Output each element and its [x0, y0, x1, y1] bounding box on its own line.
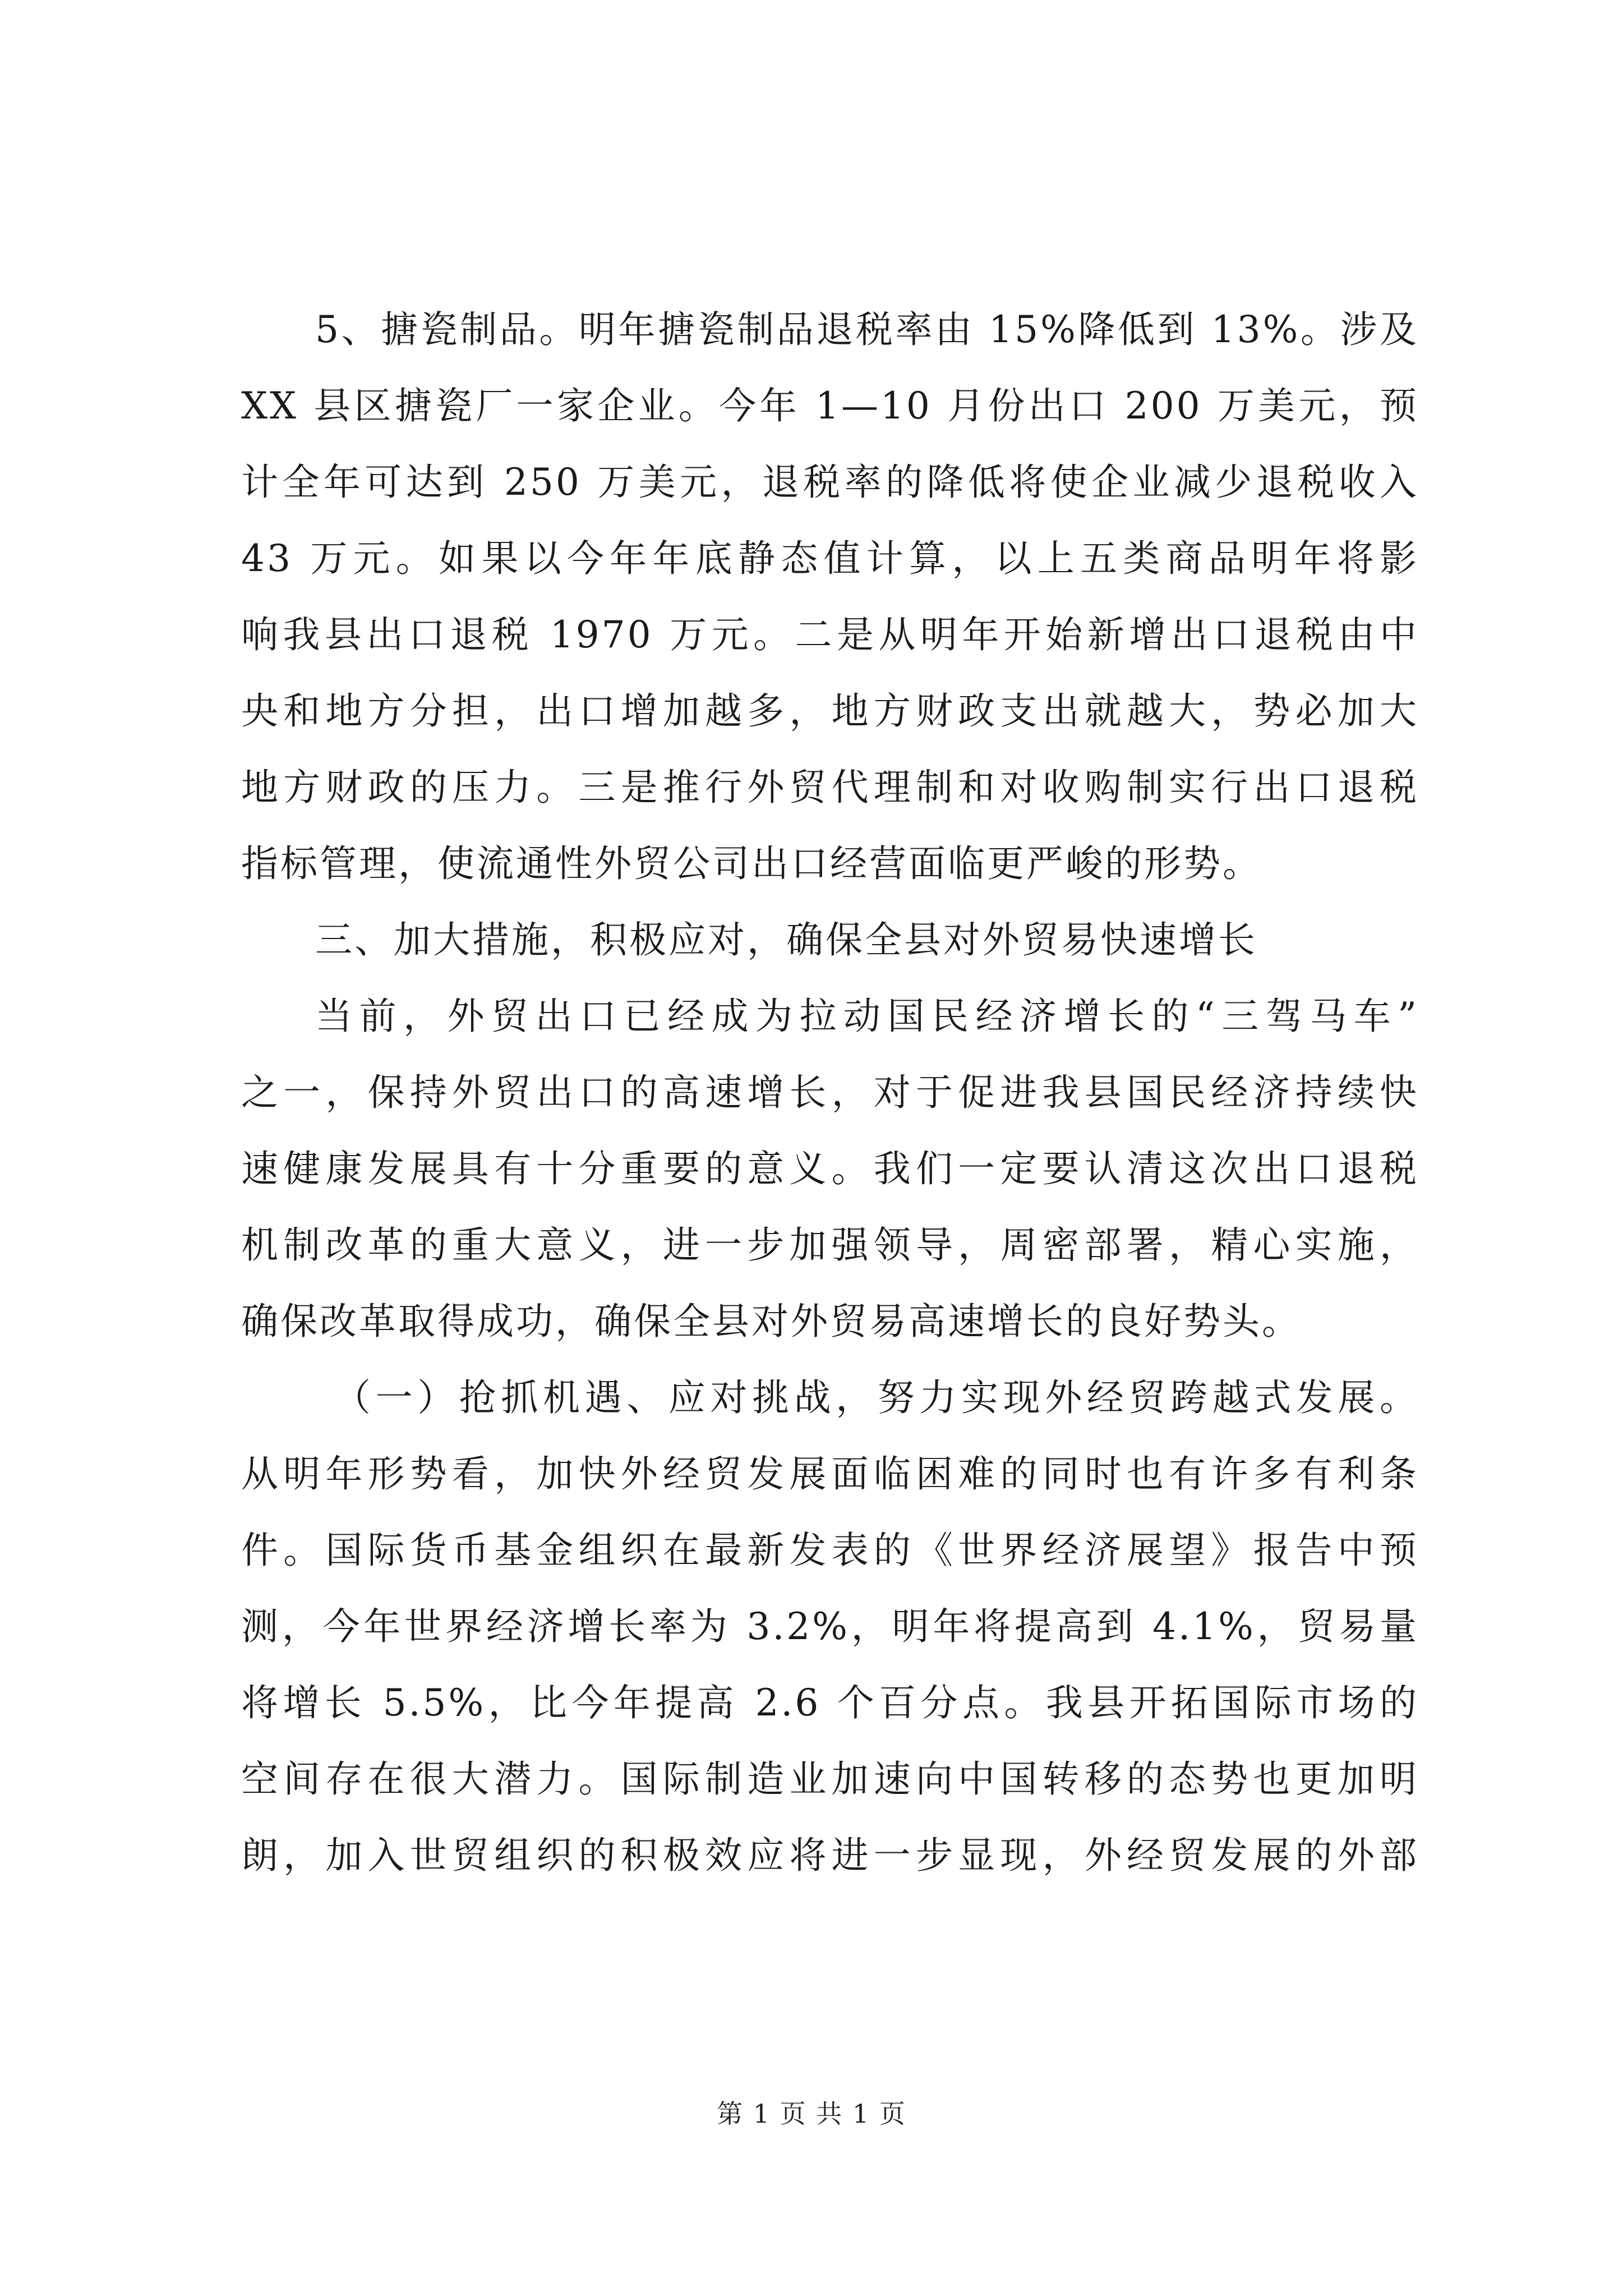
text-line: 5、搪瓷制品。明年搪瓷制品退税率由 15%降低到 13%。涉及 [315, 308, 1419, 351]
text-line: 央和地方分担，出口增加越多，地方财政支出就越大，势必加大 [241, 689, 1419, 733]
text-line: 机制改革的重大意义，进一步加强领导，周密部署，精心实施， [241, 1223, 1419, 1267]
text-line: 速健康发展具有十分重要的意义。我们一定要认清这次出口退税 [241, 1147, 1419, 1190]
document-body [241, 292, 1419, 1894]
text-line: 43 万元。如果以今年年底静态值计算，以上五类商品明年将影 [241, 537, 1419, 580]
text-line: 之一，保持外贸出口的高速增长，对于促进我县国民经济持续快 [241, 1071, 1419, 1114]
text-line: 响我县出口退税 1970 万元。二是从明年开始新增出口退税由中 [241, 613, 1419, 656]
text-line: 空间存在很大潜力。国际制造业加速向中国转移的态势也更加明 [241, 1757, 1419, 1801]
text-line: 件。国际货币基金组织在最新发表的《世界经济展望》报告中预 [241, 1529, 1419, 1572]
text-line: 从明年形势看，加快外经贸发展面临困难的同时也有许多有利条 [241, 1452, 1419, 1496]
text-line: 确保改革取得成功，确保全县对外贸易高速增长的良好势头。 [241, 1300, 1301, 1343]
text-line: 当前，外贸出口已经成为拉动国民经济增长的“三驾马车” [315, 995, 1419, 1038]
text-line: XX 县区搪瓷厂一家企业。今年 1—10 月份出口 200 万美元，预 [241, 384, 1419, 427]
page-footer: 第 1 页 共 1 页 [717, 2099, 906, 2129]
text-line: 测，今年世界经济增长率为 3.2%，明年将提高到 4.1%，贸易量 [241, 1605, 1419, 1648]
text-line: 地方财政的压力。三是推行外贸代理制和对收购制实行出口退税 [241, 766, 1419, 809]
text-line: 朗，加入世贸组织的积极效应将进一步显现，外经贸发展的外部 [241, 1834, 1419, 1877]
text-line: 将增长 5.5%，比今年提高 2.6 个百分点。我县开拓国际市场的 [241, 1681, 1419, 1724]
text-line: 指标管理，使流通性外贸公司出口经营面临更严峻的形势。 [241, 842, 1262, 885]
text-line: 计全年可达到 250 万美元，退税率的降低将使企业减少退税收入 [241, 461, 1419, 504]
section-heading: 三、加大措施，积极应对，确保全县对外贸易快速增长 [315, 918, 1257, 961]
subsection-heading: （一）抢抓机遇、应对挑战，努力实现外经贸跨越式发展。 [334, 1376, 1419, 1419]
